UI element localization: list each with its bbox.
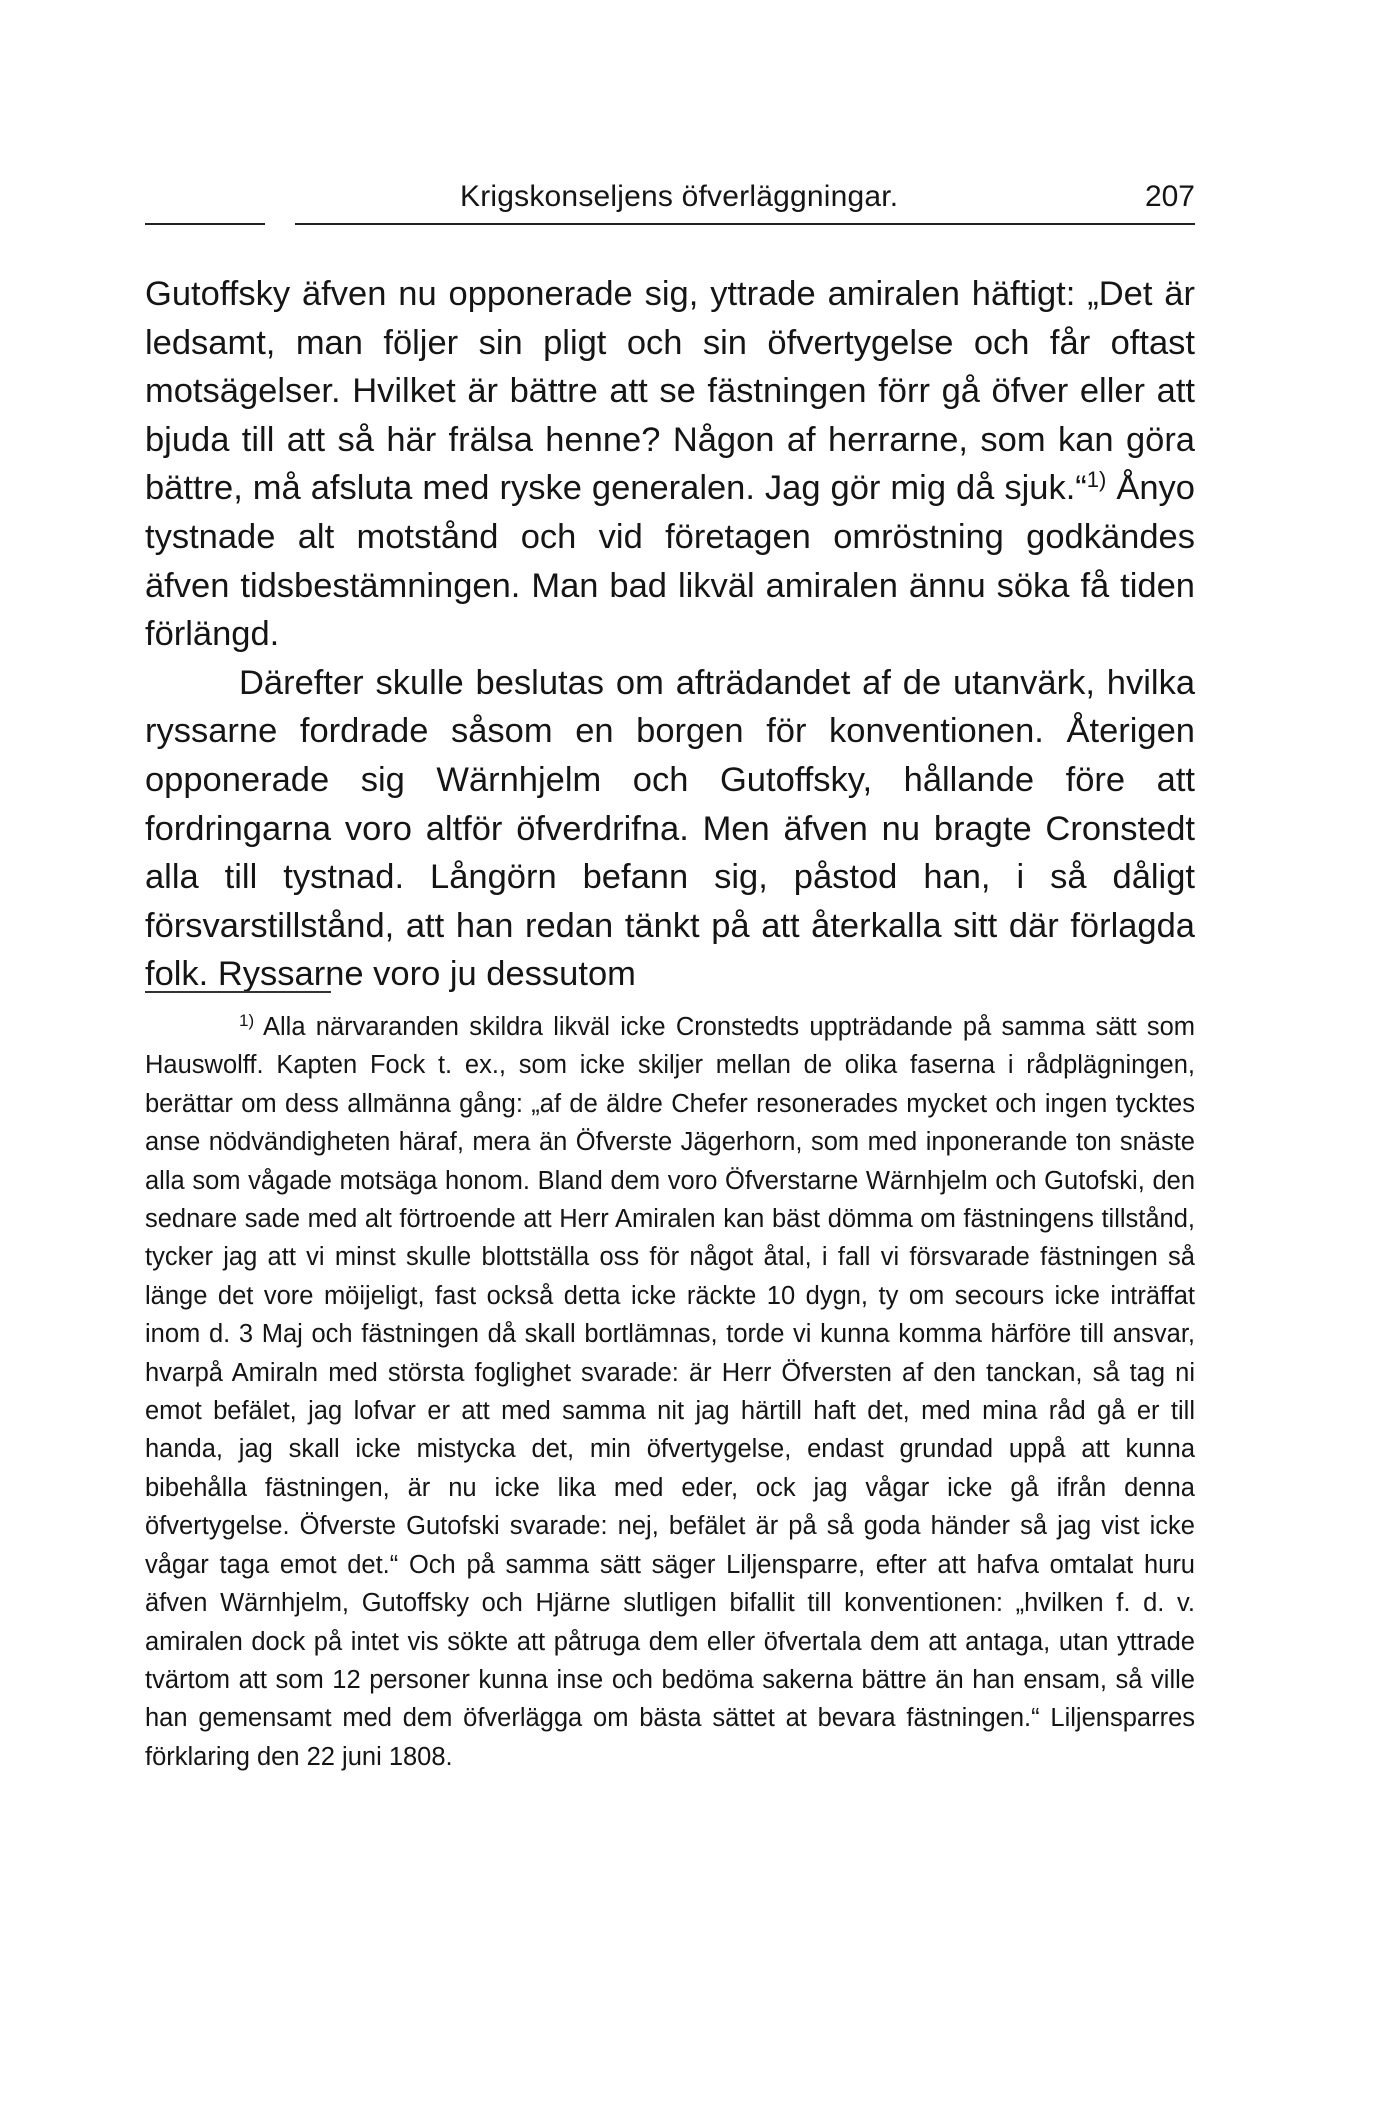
footnote — [145, 1008, 1195, 1776]
main-text — [145, 270, 1195, 999]
header-rule-right — [295, 223, 1195, 225]
paragraph-1-tail: Ånyo tystnade alt motstånd och vid företagen omröstning godkändes äfven tidsbestämningen. Man bad likväl amiralen ännu söka få tiden förlängd. — [145, 469, 1195, 654]
footnote-text: Alla närvaranden skildra likväl icke Cronstedts uppträdande på samma sätt som Hauswolff. Kapten Fock t. ex., som icke skiljer mellan de olika faserna i rådplägningen, berättar om dess allmänna gång: „af de äldre Chefer resonerades mycket och ingen tycktes anse nödvändigheten häraf, mera än Öfverste Jägerhorn, som med inponerande ton snäste alla som vågade motsäga honom. Bland dem voro Öfverstarne Wärnhjelm och Gutofski, den sednare sade med alt förtroende att Herr Amiralen kan bäst dömma om fästningens tillstånd, tycker jag att vi minst skulle blottställa oss för något åtal, i fall vi försvarade fästningen så länge det vore möijeligt, fast också detta icke räckte 10 dygn, ty om secours icke inträffat inom d. 3 Maj och fästningen då skall bortlämnas, torde vi kunna komma härföre till ansvar, hvarpå Amiraln med största foglighet svarade: är Herr Öfversten af den tanckan, så tag ni emot befälet, jag lofvar er att med samma nit jag härtill haft det, med mina råd gå er till handa, jag skall icke mistycka det, min öfvertygelse, endast grundad uppå att kunna bibehålla fästningen, är nu icke lika med eder, ock jag vågar icke gå ifrån denna öfvertygelse. Öfverste Gutofski svarade: nej, befälet är på så goda händer så jag vist icke vågar taga emot det.“ Och på samma sätt säger Liljensparre, efter att hafva omtalat huru äfven Wärnhjelm, Gutoffsky och Hjärne slutligen bifallit till konventionen: „hvilken f. d. v. amiralen dock på intet vis sökte att påtruga dem eller öfvertala dem att antaga, utan yttrade tvärtom att som 12 personer kunna inse och bedöma sakerna bättre än han ensam, så ville han gemensamt med dem öfverlägga om bästa sättet at bevara fästningen.“ Liljensparres förklaring den 22 juni 1808. — [145, 1013, 1195, 1771]
page-header — [145, 176, 1195, 224]
header-rule-left — [145, 223, 265, 225]
paragraph-1 — [145, 270, 1195, 659]
page-number: 207 — [1144, 180, 1195, 213]
footnote-divider — [145, 991, 331, 993]
footnote-reference[interactable]: 1) — [1086, 467, 1107, 493]
running-title: Krigskonseljens öfverläggningar. — [460, 180, 899, 213]
footnote-paragraph — [145, 1008, 1195, 1776]
paragraph-2: Därefter skulle beslutas om afträdandet af de utanvärk, hvilka ryssarne fordrade såsom en borgen för konventionen. Återigen opponerade sig Wärnhjelm och Gutoffsky, hållande före att fordringarna voro altför öfverdrifna. Men äfven nu bragte Cronstedt alla till tystnad. Långörn befann sig, påstod han, i så dåligt försvarstillstånd, att han redan tänkt på att återkalla sitt där förlagda folk. Ryssarne voro ju dessutom — [145, 663, 1195, 994]
paragraph-1-text: Gutoffsky äfven nu opponerade sig, yttrade amiralen häftigt: „Det är ledsamt, man följer sin pligt och sin öfvertygelse och får oftast motsägelser. Hvilket är bättre att se fästningen förr gå öfver eller att bjuda till att så här frälsa henne? Någon af herrarne, som kan göra bättre, må afsluta med ryske generalen. Jag gör mig då sjuk.“ — [145, 275, 1195, 508]
footnote-marker: 1) — [239, 1011, 255, 1030]
